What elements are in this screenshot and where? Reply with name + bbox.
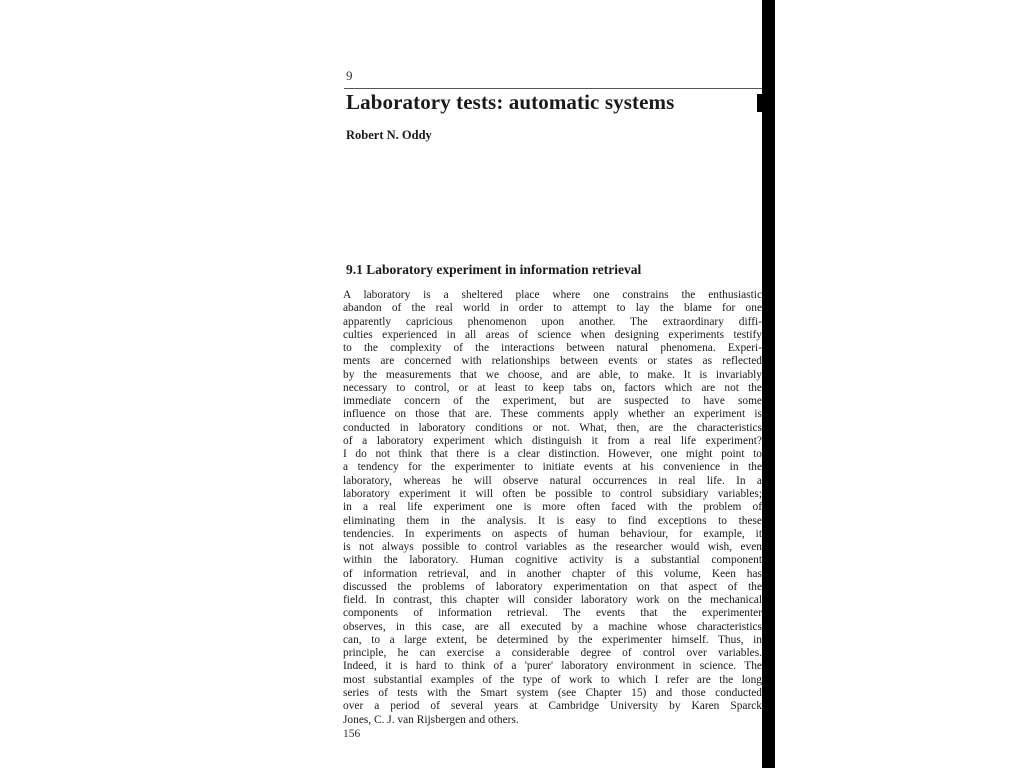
body-line: laboratory experiment it will often be possible to control subsidiary variables; xyxy=(343,487,762,500)
body-line: series of tests with the Smart system (see Chapter 15) and those conducted xyxy=(343,686,762,699)
chapter-number: 9 xyxy=(346,68,353,83)
body-line: conducted in laboratory conditions or not. What, then, are the characteristics xyxy=(343,421,762,434)
body-line: abandon of the real world in order to attempt to lay the blame for one xyxy=(343,302,762,315)
body-line: Jones, C. J. van Rijsbergen and others. xyxy=(343,713,519,726)
body-line: principle, he can exercise a considerable degree of control over variables. xyxy=(343,647,762,660)
body-line: observes, in this case, are all executed by a machine whose characteristics xyxy=(343,620,762,633)
scan-edge-notch xyxy=(757,94,763,112)
body-line: ments are concerned with relationships between events or states as reflected xyxy=(343,355,762,368)
header-rule xyxy=(344,88,762,89)
body-line: apparently capricious phenomenon upon another. The extraordinary diffi- xyxy=(343,315,762,328)
body-line: discussed the problems of laboratory experimentation on that aspect of the xyxy=(343,580,762,593)
body-line: components of information retrieval. The events that the experimenter xyxy=(343,607,762,620)
body-line: culties experienced in all areas of science when designing experiments testify xyxy=(343,328,762,341)
body-line: of information retrieval, and in another chapter of this volume, Keen has xyxy=(343,567,762,580)
body-line: over a period of several years at Cambridge University by Karen Sparck xyxy=(343,700,762,713)
body-line: by the measurements that we choose, and are able, to make. It is invariably xyxy=(343,368,762,381)
body-line: laboratory, whereas he will observe natural occurrences in real life. In a xyxy=(343,474,762,487)
body-line: to the complexity of the interactions between natural phenomena. Experi- xyxy=(343,342,762,355)
body-line: most substantial examples of the type of work to which I refer are the long xyxy=(343,673,762,686)
body-line: I do not think that there is a clear distinction. However, one might point to xyxy=(343,448,762,461)
body-line: eliminating them in the analysis. It is easy to find exceptions to these xyxy=(343,514,762,527)
body-line: can, to a large extent, be determined by the experimenter himself. Thus, in xyxy=(343,633,762,646)
chapter-title: Laboratory tests: automatic systems xyxy=(346,90,675,114)
scan-edge-shadow xyxy=(762,0,775,768)
page-number: 156 xyxy=(343,728,361,740)
body-line: of a laboratory experiment which distinguish it from a real life experiment? xyxy=(343,434,762,447)
body-text xyxy=(343,289,762,727)
body-line: a tendency for the experimenter to initiate events at his convenience in the xyxy=(343,461,762,474)
body-line: necessary to control, or at least to keep tabs on, factors which are not the xyxy=(343,381,762,394)
section-heading: 9.1 Laboratory experiment in information retrieval xyxy=(346,262,642,277)
body-line: in a real life experiment one is more often faced with the problem of xyxy=(343,501,762,514)
body-line: field. In contrast, this chapter will consider laboratory work on the mechanical xyxy=(343,594,762,607)
body-line: tendencies. In experiments on aspects of human behaviour, for example, it xyxy=(343,527,762,540)
body-line: is not always possible to control variables as the researcher would wish, even xyxy=(343,541,762,554)
author-name: Robert N. Oddy xyxy=(346,128,432,142)
body-line: immediate concern of the experiment, but are suspected to have some xyxy=(343,395,762,408)
body-line: within the laboratory. Human cognitive activity is a substantial component xyxy=(343,554,762,567)
body-line: A laboratory is a sheltered place where one constrains the enthusiastic xyxy=(343,289,762,301)
body-line: influence on those that are. These comments apply whether an experiment is xyxy=(343,408,762,421)
body-line: Indeed, it is hard to think of a 'purer' laboratory environment in science. The xyxy=(343,660,762,673)
